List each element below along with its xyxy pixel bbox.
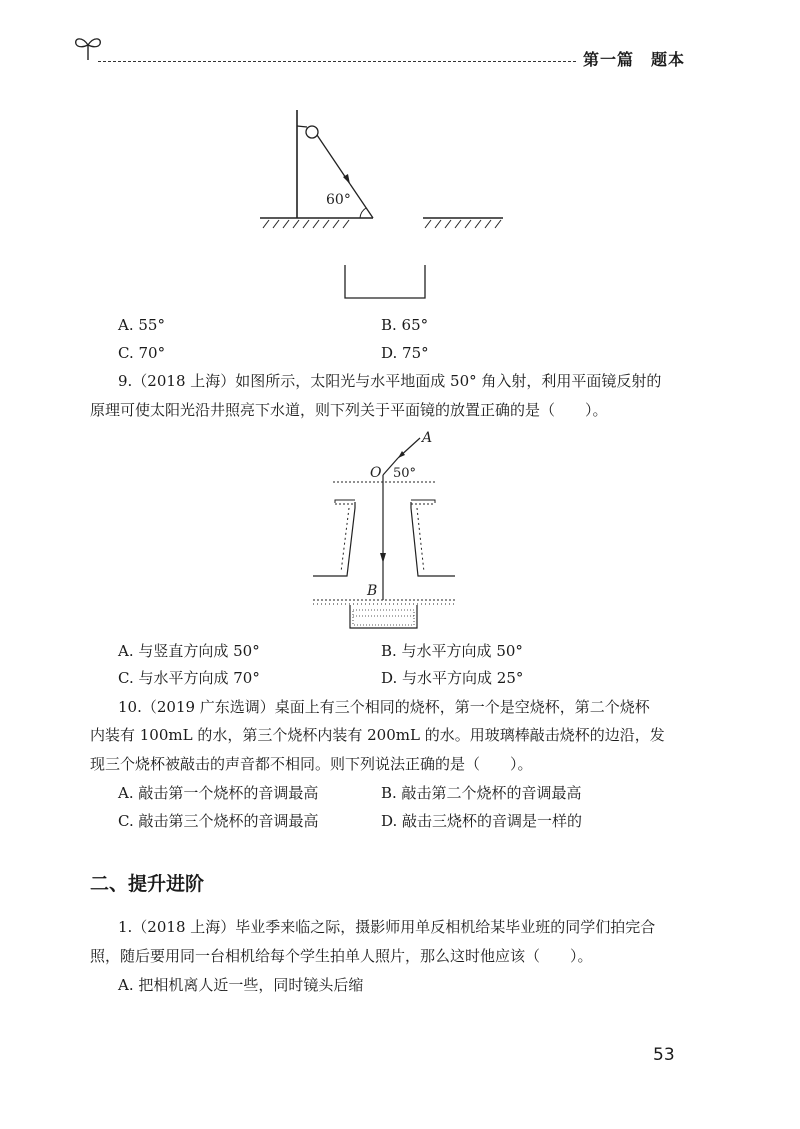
q8-option-b: B. 65° <box>381 316 429 334</box>
label-a: A <box>422 430 433 446</box>
q8-option-c: C. 70° <box>118 344 166 362</box>
s2q1-stem-line1: 1.（2018 上海）毕业季来临之际，摄影师用单反相机给某毕业班的同学们拍完合 <box>118 918 656 936</box>
q10-option-b: B. 敲击第二个烧杯的音调最高 <box>381 784 582 802</box>
q10-option-c: C. 敲击第三个烧杯的音调最高 <box>118 812 319 830</box>
q8-option-a: A. 55° <box>118 316 165 334</box>
s2q1-option-a: A. 把相机离人近一些，同时镜头后缩 <box>118 976 364 994</box>
q9-option-c: C. 与水平方向成 70° <box>118 669 260 687</box>
q9-stem-line1: 9.（2018 上海）如图所示，太阳光与水平地面成 50° 角入射，利用平面镜反射的 <box>118 372 662 390</box>
header-rule <box>98 61 576 62</box>
q10-stem-line3: 现三个烧杯被敲击的声音都不相同。则下列说法正确的是（ ）。 <box>90 755 533 773</box>
header-title: 第一篇 题本 <box>583 50 686 69</box>
q9-option-a: A. 与竖直方向成 50° <box>118 642 260 660</box>
s2q1-stem-line2: 照，随后要用同一台相机给每个学生拍单人照片，那么这时他应该（ ）。 <box>90 947 593 965</box>
q9-stem-line2: 原理可使太阳光沿井照亮下水道，则下列关于平面镜的放置正确的是（ ）。 <box>90 401 608 419</box>
q9-angle-label: 50° <box>393 466 417 481</box>
q9-figure-well-mirror <box>305 430 465 635</box>
q8-angle-label: 60° <box>326 192 351 208</box>
q10-stem-line2: 内装有 100mL 的水，第三个烧杯内装有 200mL 的水。用玻璃棒敲击烧杯的边沿，发 <box>90 726 665 744</box>
q10-option-a: A. 敲击第一个烧杯的音调最高 <box>118 784 319 802</box>
lamp-icon <box>306 126 318 138</box>
section-heading: 二、提升进阶 <box>90 873 205 895</box>
label-b: B <box>367 583 378 599</box>
page-number: 53 <box>653 1045 675 1065</box>
q10-option-d: D. 敲击三烧杯的音调是一样的 <box>381 812 583 830</box>
q8-option-d: D. 75° <box>381 344 429 362</box>
q8-figure-light-pole <box>255 110 515 310</box>
label-o: O <box>370 465 382 481</box>
sprout-icon <box>68 32 108 62</box>
q9-option-d: D. 与水平方向成 25° <box>381 669 524 687</box>
q9-option-b: B. 与水平方向成 50° <box>381 642 523 660</box>
q10-stem-line1: 10.（2019 广东选调）桌面上有三个相同的烧杯，第一个是空烧杯，第二个烧杯 <box>118 698 650 716</box>
